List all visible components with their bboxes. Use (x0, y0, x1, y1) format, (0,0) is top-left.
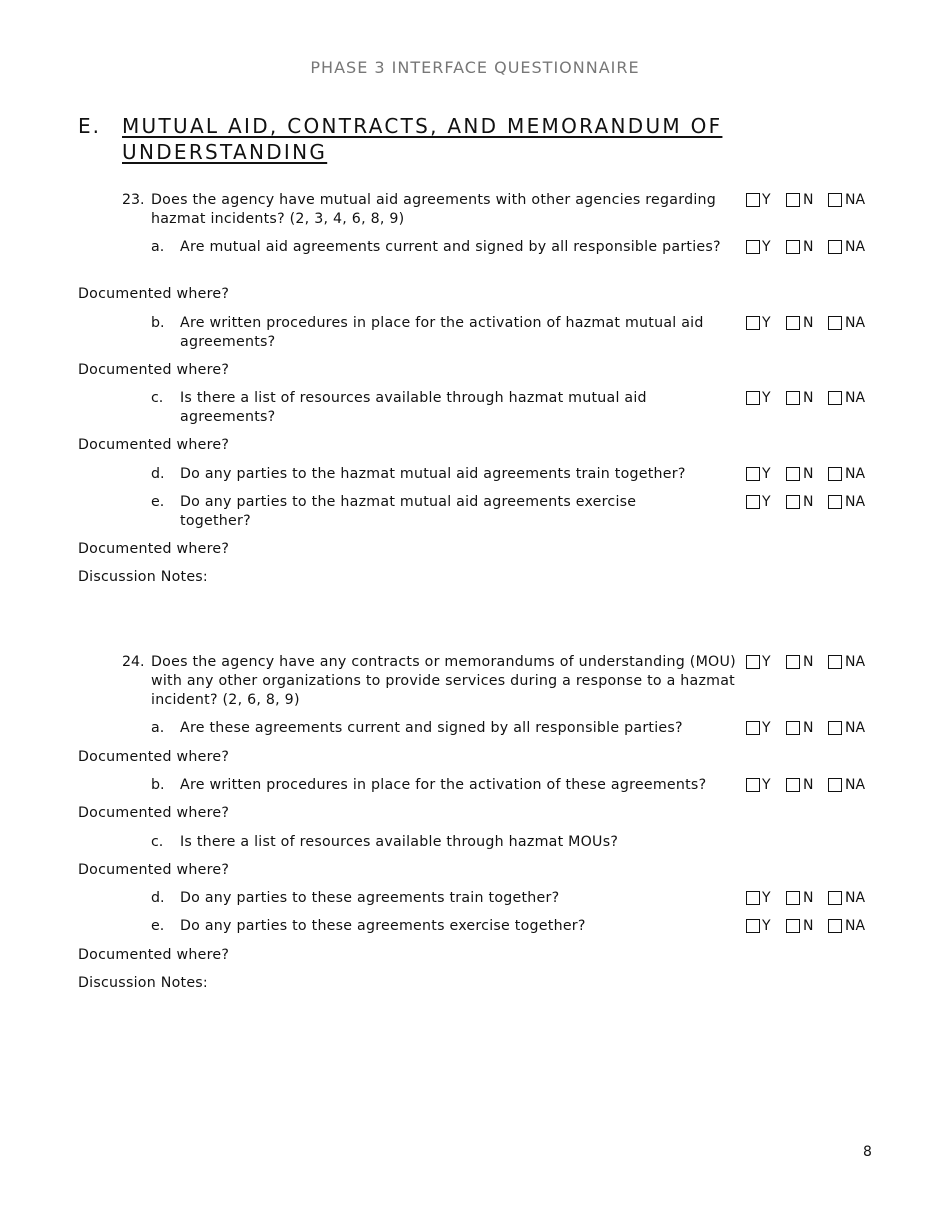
no-label: N (803, 466, 814, 482)
yes-label: Y (762, 777, 771, 793)
subquestion-text: Are mutual aid agreements current and signed by all responsible parties? (180, 239, 721, 255)
section-title-continued: UNDERSTANDING (122, 140, 328, 164)
yes-label: Y (762, 315, 771, 331)
no-checkbox[interactable] (786, 391, 800, 405)
no-checkbox[interactable] (786, 919, 800, 933)
yes-checkbox[interactable] (746, 919, 760, 933)
yes-label: Y (762, 918, 771, 934)
no-label: N (803, 918, 814, 934)
subquestion-letter: a. (151, 720, 165, 736)
na-checkbox[interactable] (828, 778, 842, 792)
na-checkbox[interactable] (828, 240, 842, 254)
yes-checkbox[interactable] (746, 655, 760, 669)
na-label: NA (845, 466, 866, 482)
question-text: Does the agency have any contracts or memorandums of understanding (MOU) with any other organizations to provide services during a response to a hazmat incident? (2, 6, 8, 9) (151, 654, 736, 708)
yes-checkbox[interactable] (746, 240, 760, 254)
page-header: PHASE 3 INTERFACE QUESTIONNAIRE (310, 58, 640, 77)
subquestion-letter: a. (151, 239, 165, 255)
yes-label: Y (762, 890, 771, 906)
na-label: NA (845, 239, 866, 255)
no-checkbox[interactable] (786, 891, 800, 905)
question-text: Does the agency have mutual aid agreements with other agencies regarding hazmat incidents? (2, 3, 4, 6, 8, 9) (151, 192, 717, 227)
na-checkbox[interactable] (828, 655, 842, 669)
subquestion-letter: d. (151, 890, 165, 906)
no-checkbox[interactable] (786, 778, 800, 792)
documented-where-label: Documented where? (78, 362, 230, 378)
no-checkbox[interactable] (786, 316, 800, 330)
no-checkbox[interactable] (786, 240, 800, 254)
discussion-notes-label: Discussion Notes: (78, 569, 208, 585)
documented-where-label: Documented where? (78, 862, 230, 878)
discussion-notes-label: Discussion Notes: (78, 975, 208, 991)
no-checkbox[interactable] (786, 467, 800, 481)
na-checkbox[interactable] (828, 467, 842, 481)
no-label: N (803, 720, 814, 736)
page-number: 8 (863, 1144, 872, 1160)
yes-checkbox[interactable] (746, 778, 760, 792)
documented-where-label: Documented where? (78, 805, 230, 821)
na-label: NA (845, 777, 866, 793)
yes-label: Y (762, 720, 771, 736)
yes-label: Y (762, 192, 771, 208)
documented-where-label: Documented where? (78, 437, 230, 453)
yes-checkbox[interactable] (746, 193, 760, 207)
na-label: NA (845, 890, 866, 906)
subquestion-letter: e. (151, 918, 165, 934)
yes-checkbox[interactable] (746, 721, 760, 735)
na-label: NA (845, 192, 866, 208)
no-label: N (803, 890, 814, 906)
subquestion-letter: c. (151, 390, 164, 406)
no-label: N (803, 315, 814, 331)
no-label: N (803, 390, 814, 406)
no-label: N (803, 192, 814, 208)
na-label: NA (845, 494, 866, 510)
no-checkbox[interactable] (786, 495, 800, 509)
na-checkbox[interactable] (828, 316, 842, 330)
no-label: N (803, 777, 814, 793)
na-checkbox[interactable] (828, 495, 842, 509)
documented-where-label: Documented where? (78, 286, 230, 302)
subquestion-letter: e. (151, 494, 165, 510)
section-letter: E. (78, 114, 101, 138)
subquestion-letter: b. (151, 777, 165, 793)
na-checkbox[interactable] (828, 891, 842, 905)
na-label: NA (845, 918, 866, 934)
yes-label: Y (762, 494, 771, 510)
na-checkbox[interactable] (828, 193, 842, 207)
question-number: 24. (122, 654, 145, 670)
na-checkbox[interactable] (828, 919, 842, 933)
subquestion-text: Are these agreements current and signed by all responsible parties? (180, 720, 683, 736)
yes-checkbox[interactable] (746, 316, 760, 330)
yes-label: Y (762, 654, 771, 670)
subquestion-letter: c. (151, 834, 164, 850)
na-label: NA (845, 720, 866, 736)
subquestion-text: Are written procedures in place for the activation of hazmat mutual aid agreements? (180, 315, 704, 350)
yes-checkbox[interactable] (746, 391, 760, 405)
no-label: N (803, 239, 814, 255)
documented-where-label: Documented where? (78, 541, 230, 557)
no-label: N (803, 654, 814, 670)
subquestion-text: Do any parties to the hazmat mutual aid agreements train together? (180, 466, 686, 482)
documented-where-label: Documented where? (78, 749, 230, 765)
na-checkbox[interactable] (828, 391, 842, 405)
subquestion-text: Are written procedures in place for the activation of these agreements? (180, 777, 707, 793)
documented-where-label: Documented where? (78, 947, 230, 963)
subquestion-text: Do any parties to these agreements train together? (180, 890, 560, 906)
na-label: NA (845, 390, 866, 406)
no-checkbox[interactable] (786, 721, 800, 735)
no-label: N (803, 494, 814, 510)
na-checkbox[interactable] (828, 721, 842, 735)
yes-label: Y (762, 466, 771, 482)
subquestion-text: Do any parties to the hazmat mutual aid agreements exercise together? (180, 494, 637, 529)
subquestion-letter: b. (151, 315, 165, 331)
yes-checkbox[interactable] (746, 495, 760, 509)
subquestion-text: Do any parties to these agreements exercise together? (180, 918, 586, 934)
subquestion-text: Is there a list of resources available through hazmat MOUs? (180, 834, 619, 850)
subquestion-letter: d. (151, 466, 165, 482)
yes-label: Y (762, 390, 771, 406)
yes-label: Y (762, 239, 771, 255)
na-label: NA (845, 654, 866, 670)
na-label: NA (845, 315, 866, 331)
question-number: 23. (122, 192, 145, 208)
yes-checkbox[interactable] (746, 891, 760, 905)
yes-checkbox[interactable] (746, 467, 760, 481)
subquestion-text: Is there a list of resources available through hazmat mutual aid agreements? (180, 390, 647, 425)
no-checkbox[interactable] (786, 193, 800, 207)
no-checkbox[interactable] (786, 655, 800, 669)
section-title: MUTUAL AID, CONTRACTS, AND MEMORANDUM OF (122, 114, 723, 138)
